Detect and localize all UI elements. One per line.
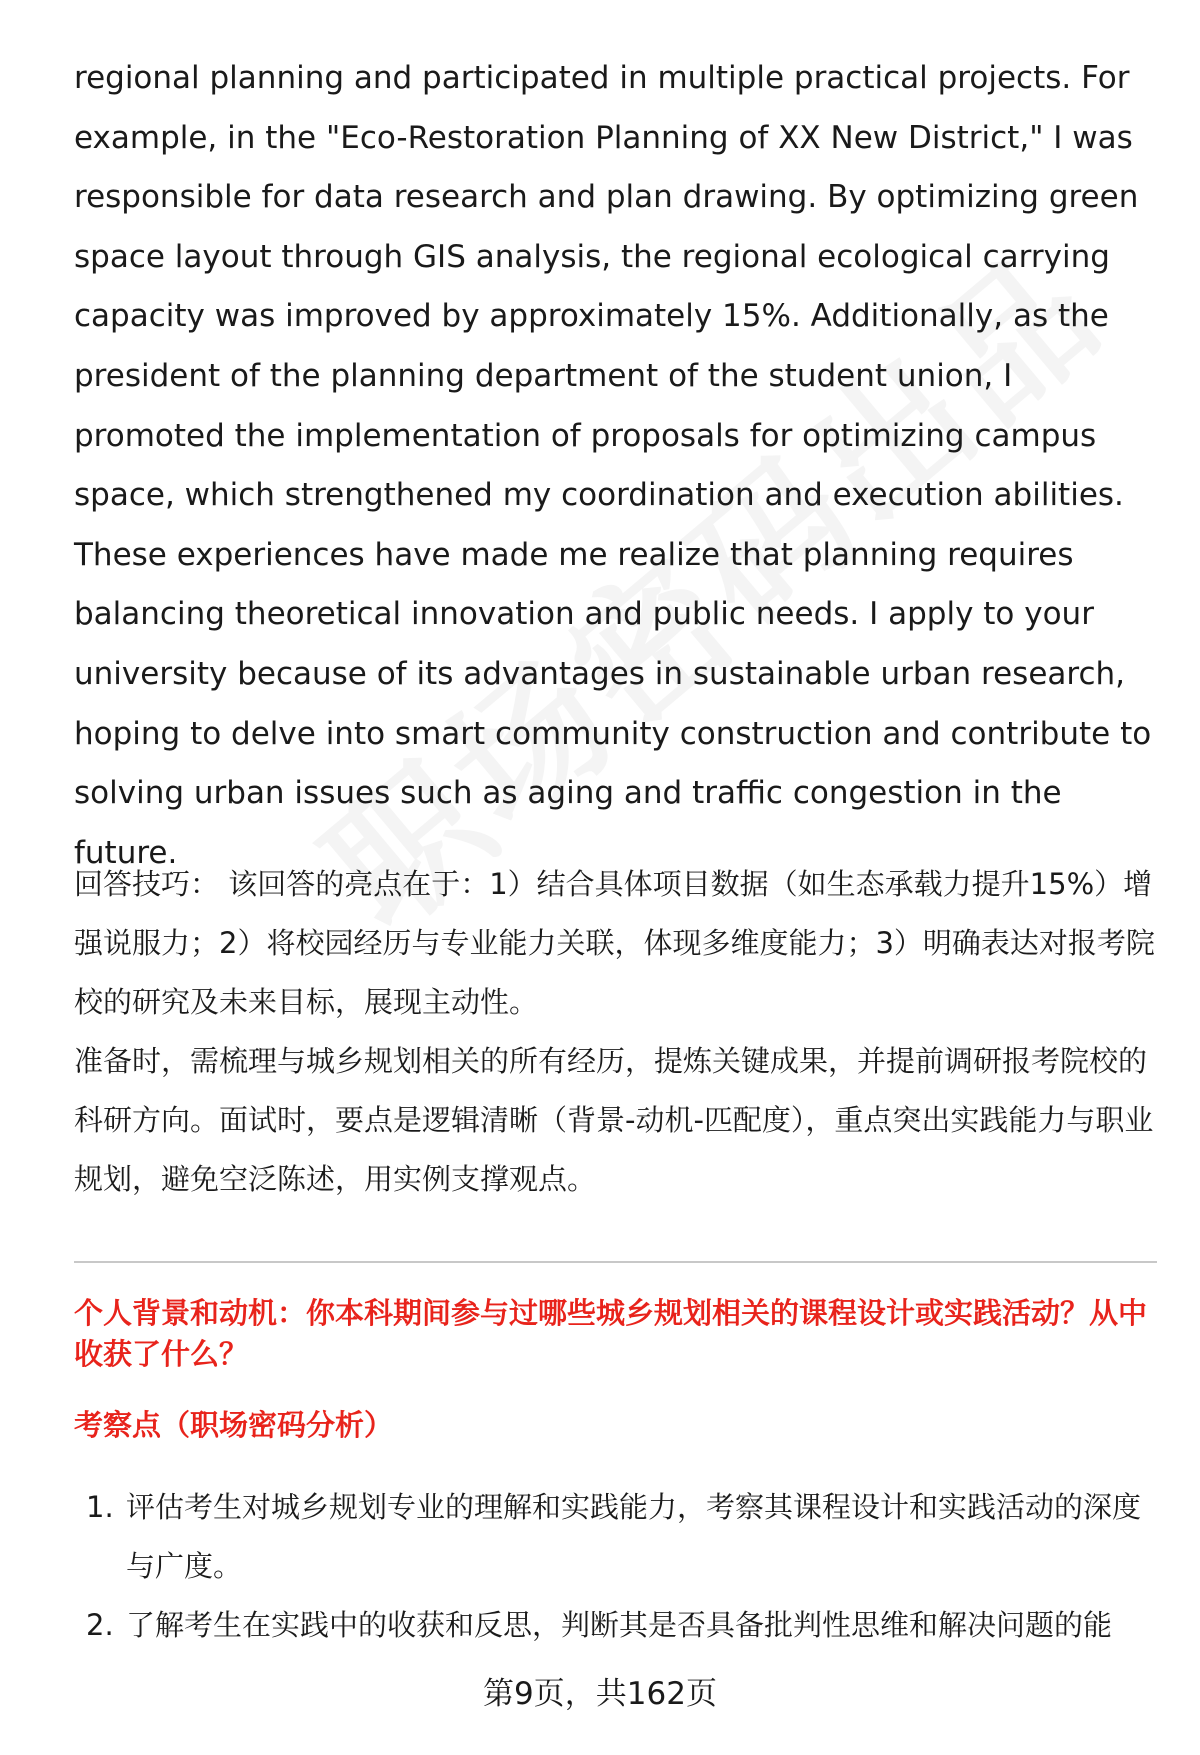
tips-section (74, 855, 1164, 1209)
analysis-heading: 考察点（职场密码分析） (74, 1408, 394, 1442)
question-heading: 个人背景和动机：你本科期间参与过哪些城乡规划相关的课程设计或实践活动？从中收获了什么？ (74, 1296, 1148, 1371)
page-number: 第9页，共162页 (483, 1676, 717, 1712)
list-item (74, 1478, 1164, 1596)
answer-paragraph: regional planning and participated in multiple practical projects. For example, in the "Eco-Restoration Planning of XX New District," I was responsible for data research and plan drawing. By optimizing green space layout through GIS analysis, the regional ecological carrying capacity was improved by approximately 15%. Additionally, as the president of the planning department of the student union, I promoted the implementation of proposals for optimizing campus space, which strengthened my coordination and execution abilities. These experiences have made me realize that planning requires balancing theoretical innovation and public needs. I apply to your university because of its advantages in sustainable urban research, hoping to delve into smart community construction and contribute to solving urban issues such as aging and traffic congestion in the future. (74, 60, 1152, 871)
section-divider (74, 1261, 1157, 1263)
list-item-text: 评估考生对城乡规划专业的理解和实践能力，考察其课程设计和实践活动的深度与广度。 (126, 1490, 1142, 1583)
analysis-list (74, 1478, 1164, 1655)
list-item (74, 1596, 1164, 1655)
list-item-text: 了解考生在实践中的收获和反思，判断其是否具备批判性思维和解决问题的能 (126, 1608, 1113, 1642)
list-item-number: 2. (86, 1608, 114, 1642)
list-item-number: 1. (86, 1490, 114, 1524)
prep-tip-paragraph: 准备时，需梳理与城乡规划相关的所有经历，提炼关键成果，并提前调研报考院校的科研方向。面试时，要点是逻辑清晰（背景-动机-匹配度），重点突出实践能力与职业规划，避免空泛陈述，用实例支撑观点。 (74, 1044, 1154, 1196)
answer-tip-paragraph: 回答技巧： 该回答的亮点在于：1）结合具体项目数据（如生态承载力提升15%）增强说服力；2）将校园经历与专业能力关联，体现多维度能力；3）明确表达对报考院校的研究及未来目标，展现主动性。 (74, 867, 1155, 1019)
